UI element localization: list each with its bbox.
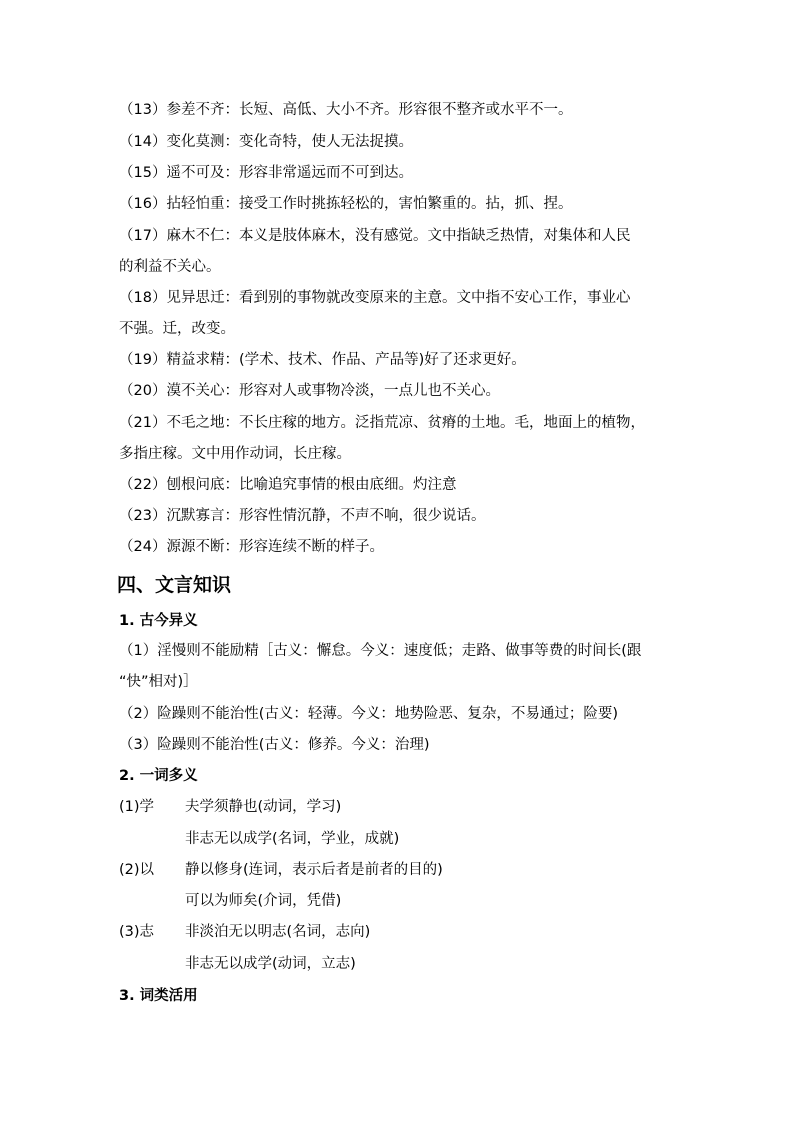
yici-label-yi: (2)以	[119, 862, 155, 878]
idiom-14: （14）变化莫测：变化奇特，使人无法捉摸。	[119, 134, 413, 150]
yici-heading: 2. 一词多义	[119, 768, 198, 784]
idiom-23: （23）沉默寡言：形容性情沉静，不声不响，很少说话。	[119, 508, 486, 524]
idiom-18: （18）见异思迁：看到别的事物就改变原来的主意。文中指不安心工作，事业心	[119, 290, 631, 306]
yici-yi-1: 静以修身(连词，表示后者是前者的目的)	[185, 862, 443, 878]
idiom-19: （19）精益求精：(学术、技术、作品、产品等)好了还求更好。	[119, 352, 526, 368]
yici-xue-1: 夫学须静也(动词，学习)	[185, 799, 342, 815]
idiom-21-cont: 多指庄稼。文中用作动词，长庄稼。	[119, 446, 351, 462]
yici-xue-2: 非志无以成学(名词，学业，成就)	[185, 831, 400, 847]
idiom-21: （21）不毛之地：不长庄稼的地方。泛指荒凉、贫瘠的土地。毛，地面上的植物，	[119, 415, 645, 431]
gujin-item-2: （2）险躁则不能治性(古义：轻薄。今义：地势险恶、复杂，不易通过；险要)	[119, 706, 619, 722]
idiom-15: （15）遥不可及：形容非常遥远而不可到达。	[119, 165, 413, 181]
gujin-item-1: （1）淫慢则不能励精［古义：懈怠。今义：速度低；走路、做事等费的时间长(跟	[119, 643, 642, 659]
gujin-item-1-cont: “快”相对)］	[119, 674, 198, 690]
yici-label-xue: (1)学	[119, 799, 155, 815]
yici-zhi-1: 非淡泊无以明志(名词，志向)	[185, 924, 371, 940]
yici-yi-2: 可以为师矣(介词，凭借)	[185, 893, 342, 909]
yici-zhi-2: 非志无以成学(动词，立志)	[185, 956, 356, 972]
idiom-20: （20）漠不关心：形容对人或事物冷淡，一点儿也不关心。	[119, 383, 500, 399]
cilei-heading: 3. 词类活用	[119, 988, 198, 1004]
idiom-13: （13）参差不齐：长短、高低、大小不齐。形容很不整齐或水平不一。	[119, 102, 573, 118]
idiom-24: （24）源源不断：形容连续不断的样子。	[119, 539, 384, 555]
yici-label-zhi: (3)志	[119, 924, 155, 940]
idiom-18-cont: 不强。迁，改变。	[119, 321, 235, 337]
section-heading: 四、文言知识	[117, 574, 232, 596]
idiom-16: （16）拈轻怕重：接受工作时挑拣轻松的，害怕繁重的。拈，抓、捏。	[119, 196, 573, 212]
idiom-22: （22）刨根问底：比喻追究事情的根由底细。灼注意	[119, 477, 457, 493]
idiom-17-cont: 的利益不关心。	[119, 259, 221, 275]
gujin-item-3: （3）险躁则不能治性(古义：修养。今义：治理)	[119, 737, 430, 753]
idiom-17: （17）麻木不仁：本义是肢体麻木，没有感觉。文中指缺乏热情，对集体和人民	[119, 228, 631, 244]
gujin-heading: 1. 古今异义	[119, 613, 198, 629]
